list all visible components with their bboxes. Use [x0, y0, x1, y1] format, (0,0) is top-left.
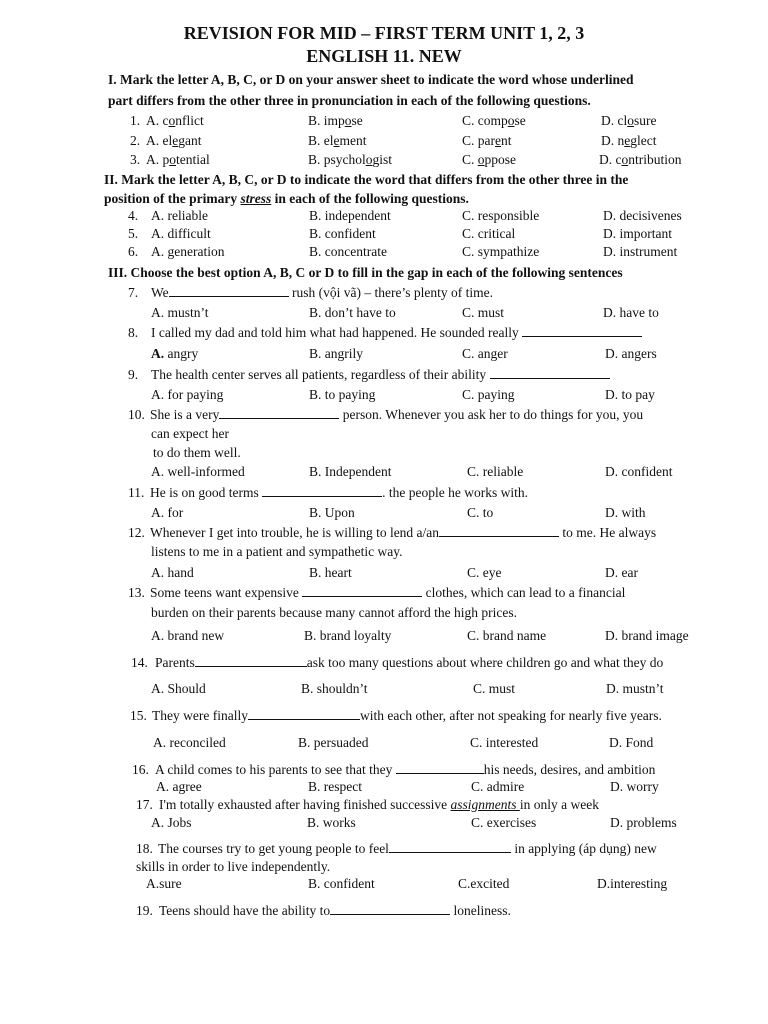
- question-number: 11.: [128, 485, 145, 500]
- option-c: C. brand name: [467, 628, 547, 643]
- section2-instruction-line1: II. Mark the letter A, B, C, or D to indicate the word that differs from the other three in the: [104, 172, 629, 187]
- option-d: D. decisivenes: [603, 208, 682, 223]
- option-c: C. interested: [470, 735, 539, 750]
- option-a: A. conflict: [146, 113, 204, 128]
- option-d: D.interesting: [597, 876, 668, 891]
- option-a: A. hand: [151, 565, 194, 580]
- section1-instruction-line2: part differs from the other three in pronunciation in each of the following questions.: [108, 93, 591, 108]
- answer-blank: [248, 707, 360, 720]
- question-number: 7.: [128, 285, 139, 300]
- option-a: A.sure: [146, 876, 182, 891]
- option-a: A. reconciled: [153, 735, 226, 750]
- question-text-line2: burden on their parents because many cannot afford the high prices.: [151, 605, 517, 620]
- option-c: C. exercises: [471, 815, 537, 830]
- question-number: 12.: [128, 525, 145, 540]
- option-d: D. ear: [605, 565, 638, 580]
- option-b: B. respect: [308, 779, 362, 794]
- question-number: 6.: [128, 244, 139, 259]
- option-c: C. must: [462, 305, 505, 320]
- option-d: D. confident: [605, 464, 673, 479]
- option-a: A. angry: [151, 346, 199, 361]
- question-text: Teens should have the ability to loneliness.: [159, 903, 511, 918]
- option-c: C. anger: [462, 346, 508, 361]
- section2-instruction-line2: position of the primary stress in each of the following questions.: [104, 191, 469, 206]
- option-a: A. mustn’t: [151, 305, 209, 320]
- question-number: 3.: [130, 152, 141, 167]
- section3-instruction: III. Choose the best option A, B, C or D to fill in the gap in each of the following sentences: [108, 265, 623, 280]
- option-b: B. element: [308, 133, 367, 148]
- question-text: We rush (vội vã) – there’s plenty of time.: [151, 285, 493, 300]
- option-b: B. independent: [309, 208, 391, 223]
- question-text: Whenever I get into trouble, he is willing to lend a/an to me. He always: [150, 525, 657, 540]
- option-d: D. contribution: [599, 152, 682, 167]
- question-text: They were finally with each other, after not speaking for nearly five years.: [152, 708, 662, 723]
- option-b: B. to paying: [309, 387, 376, 402]
- option-c: C. admire: [471, 779, 525, 794]
- option-b: B. persuaded: [298, 735, 369, 750]
- question-text-line2: can expect her: [151, 426, 229, 441]
- option-b: B. confident: [308, 876, 375, 891]
- question-text: He is on good terms . the people he works with.: [150, 485, 528, 500]
- option-d: D. closure: [601, 113, 657, 128]
- question-number: 17.: [136, 797, 153, 812]
- question-number: 8.: [128, 325, 139, 340]
- option-b: B. Independent: [309, 464, 392, 479]
- option-c: C. sympathize: [462, 244, 540, 259]
- option-b: B. shouldn’t: [301, 681, 368, 696]
- answer-blank: [262, 484, 382, 497]
- option-d: D. with: [605, 505, 646, 520]
- question-number: 19.: [136, 903, 153, 918]
- question-number: 18.: [136, 841, 153, 856]
- option-a: A. Should: [151, 681, 206, 696]
- question-text: I'm totally exhausted after having finished successive assignments in only a week: [159, 797, 599, 812]
- option-c: C. responsible: [462, 208, 540, 223]
- option-b: B. heart: [309, 565, 352, 580]
- option-a: A. difficult: [151, 226, 211, 241]
- option-b: B. angrily: [309, 346, 363, 361]
- option-a: A. for paying: [151, 387, 224, 402]
- option-c: C. oppose: [462, 152, 517, 167]
- answer-blank: [169, 284, 289, 297]
- question-number: 2.: [130, 133, 141, 148]
- option-a: A. generation: [151, 244, 225, 259]
- question-number: 4.: [128, 208, 139, 223]
- option-d: D. neglect: [601, 133, 657, 148]
- option-c: C. compose: [462, 113, 526, 128]
- option-a: A. elegant: [146, 133, 202, 148]
- option-d: D. brand image: [605, 628, 689, 643]
- section1-instruction-line1: I. Mark the letter A, B, C, or D on your answer sheet to indicate the word whose underlined: [108, 72, 634, 87]
- question-text: A child comes to his parents to see that they his needs, desires, and ambition: [155, 762, 656, 777]
- option-b: B. Upon: [309, 505, 355, 520]
- option-c: C.excited: [458, 876, 510, 891]
- option-a: A. well-informed: [151, 464, 245, 479]
- option-d: D. angers: [605, 346, 657, 361]
- option-a: A. brand new: [151, 628, 225, 643]
- answer-blank: [302, 584, 422, 597]
- question-text: The health center serves all patients, regardless of their ability: [151, 366, 610, 384]
- option-d: D. mustn’t: [606, 681, 664, 696]
- question-text: I called my dad and told him what had happened. He sounded really: [151, 324, 642, 342]
- option-d: D. have to: [603, 305, 659, 320]
- option-d: D. worry: [610, 779, 659, 794]
- answer-blank: [389, 840, 511, 853]
- option-c: C. must: [473, 681, 516, 696]
- question-text: Some teens want expensive clothes, which can lead to a financial: [150, 585, 626, 600]
- option-d: D. instrument: [603, 244, 678, 259]
- answer-blank: [195, 654, 307, 667]
- question-number: 5.: [128, 226, 139, 241]
- answer-blank: [396, 761, 484, 774]
- question-number: 16.: [132, 762, 149, 777]
- question-number: 14.: [131, 655, 148, 670]
- option-c: C. eye: [467, 565, 502, 580]
- answer-blank: [522, 324, 642, 337]
- page-subtitle: ENGLISH 11. NEW: [306, 46, 462, 66]
- option-d: D. to pay: [605, 387, 655, 402]
- option-b: B. confident: [309, 226, 376, 241]
- question-text-line2: skills in order to live independently.: [136, 859, 331, 874]
- option-d: D. Fond: [609, 735, 654, 750]
- question-text-line3: to do them well.: [153, 445, 241, 460]
- question-number: 15.: [130, 708, 147, 723]
- answer-blank: [490, 366, 610, 379]
- option-a: A. Jobs: [151, 815, 192, 830]
- option-c: C. reliable: [467, 464, 524, 479]
- option-a: A. for: [151, 505, 184, 520]
- option-c: C. parent: [462, 133, 512, 148]
- question-number: 1.: [130, 113, 141, 128]
- question-number: 13.: [128, 585, 145, 600]
- option-d: D. problems: [610, 815, 677, 830]
- answer-blank: [219, 406, 339, 419]
- option-c: C. paying: [462, 387, 515, 402]
- question-text: Parents ask too many questions about where children go and what they do: [155, 655, 664, 670]
- option-a: A. agree: [156, 779, 202, 794]
- page-title: REVISION FOR MID – FIRST TERM UNIT 1, 2, 3: [183, 23, 585, 43]
- question-text: She is a very person. Whenever you ask her to do things for you, you: [150, 407, 644, 422]
- answer-blank: [330, 902, 450, 915]
- option-b: B. psychologist: [308, 152, 393, 167]
- answer-blank: [439, 524, 559, 537]
- option-a: A. potential: [146, 152, 210, 167]
- option-c: C. to: [467, 505, 494, 520]
- option-b: B. impose: [308, 113, 363, 128]
- question-text: The courses try to get young people to feel in applying (áp dụng) new: [158, 841, 657, 856]
- question-text-line2: listens to me in a patient and sympathetic way.: [151, 544, 403, 559]
- option-d: D. important: [603, 226, 672, 241]
- option-b: B. don’t have to: [309, 305, 396, 320]
- question-number: 9.: [128, 367, 139, 382]
- option-b: B. brand loyalty: [304, 628, 392, 643]
- option-b: B. works: [307, 815, 356, 830]
- option-a: A. reliable: [151, 208, 208, 223]
- option-c: C. critical: [462, 226, 516, 241]
- option-b: B. concentrate: [309, 244, 387, 259]
- question-number: 10.: [128, 407, 145, 422]
